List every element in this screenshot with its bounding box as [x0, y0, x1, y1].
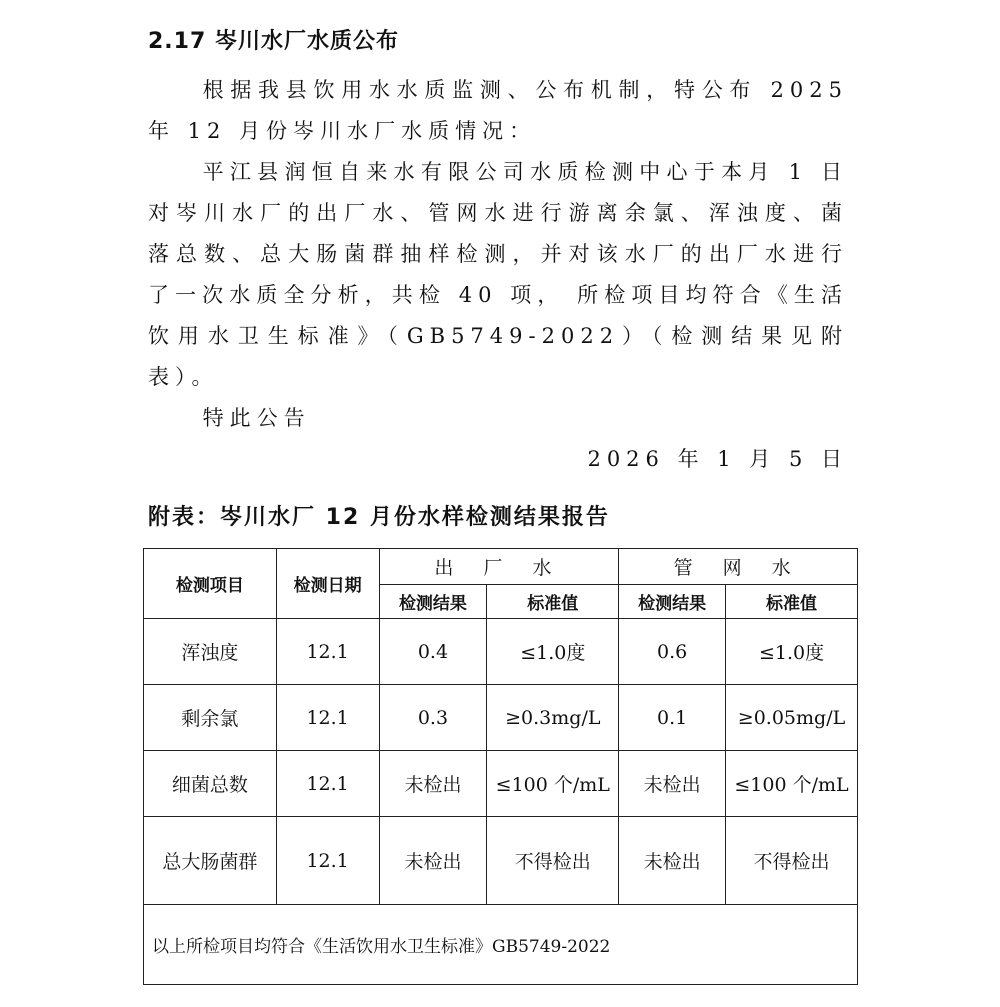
cell-item: 总大肠菌群: [144, 817, 277, 905]
cell-item: 浑浊度: [144, 619, 277, 685]
cell-item: 剩余氯: [144, 685, 277, 751]
table-footer-note: 以上所检项目均符合《生活饮用水卫生标准》GB5749-2022: [144, 905, 858, 985]
table-row: [144, 619, 858, 685]
cell-outflow-result: 未检出: [379, 751, 487, 817]
header-pipe-result: 检测结果: [619, 585, 726, 619]
cell-date: 12.1: [276, 817, 379, 905]
table-row: [144, 751, 858, 817]
cell-outflow-result: 未检出: [379, 817, 487, 905]
cell-outflow-standard: ≤1.0度: [487, 619, 619, 685]
notice-date: 2026 年 1 月 5 日: [587, 447, 848, 471]
header-date: 检测日期: [276, 549, 379, 619]
table-row: [144, 685, 858, 751]
closing-text: 特此公告: [202, 406, 311, 430]
table-title: 附表：岑川水厂 12 月份水样检测结果报告: [148, 505, 610, 530]
intro-paragraph: 根据我县饮用水水质监测、公布机制，特公布 2025 年 12 月份岑川水厂水质情况：: [148, 78, 848, 143]
cell-pipe-result: 未检出: [619, 751, 726, 817]
notice-body: [148, 70, 848, 480]
cell-pipe-result: 0.6: [619, 619, 726, 685]
detail-paragraph: 平江县润恒自来水有限公司水质检测中心于本月 1 日对岑川水厂的出厂水、管网水进行游离余氯、浑浊度、菌落总数、总大肠菌群抽样检测，并对该水厂的出厂水进行了一次水质全分析，共检 40 项， 所检项目均符合《生活饮用水卫生标准》（GB5749-2022）（检测结果见附表）。: [148, 160, 848, 389]
cell-date: 12.1: [276, 751, 379, 817]
cell-outflow-standard: ≤100 个/mL: [487, 751, 619, 817]
cell-pipe-standard: ≥0.05mg/L: [726, 685, 858, 751]
water-quality-table: [143, 548, 858, 985]
cell-pipe-result: 未检出: [619, 817, 726, 905]
cell-date: 12.1: [276, 619, 379, 685]
cell-date: 12.1: [276, 685, 379, 751]
header-outflow-standard: 标准值: [487, 585, 619, 619]
cell-item: 细菌总数: [144, 751, 277, 817]
cell-outflow-standard: ≥0.3mg/L: [487, 685, 619, 751]
table-footer-row: [144, 905, 858, 985]
header-outflow-result: 检测结果: [379, 585, 487, 619]
cell-pipe-standard: ≤1.0度: [726, 619, 858, 685]
cell-pipe-standard: ≤100 个/mL: [726, 751, 858, 817]
table-row: [144, 817, 858, 905]
header-outflow-water: 出 厂 水: [379, 549, 619, 585]
cell-outflow-result: 0.4: [379, 619, 487, 685]
header-pipe-standard: 标准值: [726, 585, 858, 619]
cell-outflow-standard: 不得检出: [487, 817, 619, 905]
header-item: 检测项目: [144, 549, 277, 619]
table-header-row: [144, 549, 858, 585]
cell-pipe-result: 0.1: [619, 685, 726, 751]
header-pipe-water: 管 网 水: [619, 549, 858, 585]
cell-outflow-result: 0.3: [379, 685, 487, 751]
cell-pipe-standard: 不得检出: [726, 817, 858, 905]
section-title: 2.17 岑川水厂水质公布: [148, 29, 399, 54]
